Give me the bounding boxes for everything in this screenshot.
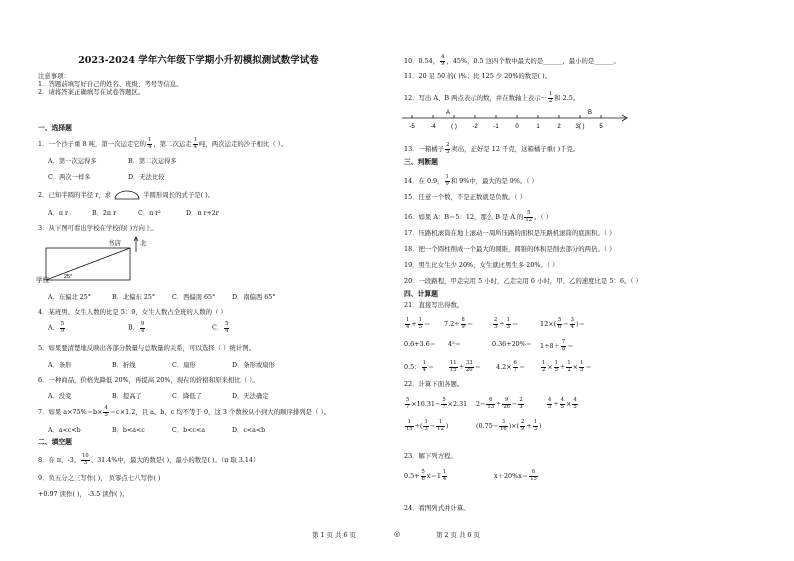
q2-option-c: C．π r²: [138, 210, 161, 217]
q3-option-d: D．南偏西 65°: [232, 294, 276, 301]
q4-option-c: C． $\frac{5}{4}$: [212, 321, 229, 334]
footer-page-1: 第 1 页 共 6 页: [312, 531, 356, 539]
q2-option-a: A．π r: [48, 210, 68, 217]
semicircle-icon: [113, 190, 141, 200]
notes-heading: 注意事项：: [38, 72, 70, 80]
q7-option-b: B．b<a<c: [112, 427, 145, 434]
map-angle-label: 25°: [64, 274, 73, 280]
question-4: 4．某班男、女生人数的比是 5：9，女生人数占全班的人数的（ ）: [38, 308, 227, 316]
q2-option-b: B．2π r: [92, 210, 117, 217]
point-a-label: A: [446, 110, 451, 116]
question-5: 5．如果要清楚地反映出各部分数量与总数量的关系，可以选择（ ）统计图。: [38, 344, 255, 352]
page-title: 2023-2024 学年六年级下学期小升初模拟测试数学试卷: [78, 55, 319, 66]
footer-page-2: 第 2 页 共 6 页: [436, 531, 480, 539]
q7-option-a: A．a<c<b: [48, 427, 81, 434]
number-line-ticks: [409, 115, 603, 130]
question-8: 8．在 π、-3、 $\frac{10}{3}$ 、31.4%中，最大的数是( )，最小的数是( )。（π 取 3.14）: [38, 453, 260, 466]
q1-option-c: C．两次一样多: [48, 174, 91, 181]
number-line-label: 1: [536, 124, 540, 130]
equation-2: x＋20%x＝ $\frac{6}{15}$: [494, 469, 537, 482]
q3-option-c: C．西偏南 65°: [172, 294, 216, 301]
q7-option-c: C．b<c<a: [172, 427, 205, 434]
question-18: 18．把一个圆柱削成一个最大的圆锥，圆锥的体积是削去部分的两倍。（ ）: [404, 245, 616, 253]
question-17: 17．压路机滚筒在地上滚动一周所压路的面积是压路机滚筒的底面积。（ ）: [404, 229, 616, 237]
calc-item-12: $\frac{1}{2}$ × $\frac{1}{5}$ ÷ $\frac{1}{2}$ × $\frac{1}{5}$ ＝: [542, 360, 592, 373]
q1-option-b: B．第二次运得多: [128, 158, 177, 165]
number-line-label: 3( ): [575, 124, 585, 130]
calc-item-4: 12×( $\frac{5}{6}$ − $\frac{3}{4}$ )＝: [540, 317, 585, 330]
page-separator-icon: ◎: [394, 530, 401, 538]
q5-option-b: B．折线: [112, 362, 136, 369]
q1-option-a: A．第一次运得多: [48, 158, 97, 165]
q7-option-d: D．c<a<b: [232, 427, 266, 434]
calc-expr-4: $\frac{1}{15}$ ÷( $\frac{1}{3}$ − $\frac{1}{12}$ ): [406, 419, 449, 432]
question-24: 24．看图列式并计算。: [404, 504, 470, 512]
question-9-line-2: +0.97 读作( )， -3.5 读作( )。: [38, 490, 129, 498]
q1-option-d: D．无法比较: [128, 174, 165, 181]
map-school-label: 学校: [36, 277, 49, 284]
point-b-label: B: [588, 110, 593, 116]
number-line-label: -2: [472, 124, 478, 130]
calc-item-10: $\frac{11}{15}$ ÷ $\frac{33}{20}$ ＝: [450, 360, 481, 373]
calc-item-2: 7.2÷ $\frac{8}{9}$ ＝: [444, 317, 474, 330]
calc-item-6: 4²＝: [448, 340, 462, 348]
question-21: 21．直接写出得数。: [404, 301, 464, 309]
calc-item-3: $\frac{2}{3}$ ÷ $\frac{1}{3}$ ＝: [494, 317, 519, 330]
question-3: 3．从下图可看出学校在学校的( )方向上。: [38, 224, 158, 232]
q6-option-d: D．无法确定: [232, 393, 269, 400]
section-fill: 二、填空题: [38, 438, 72, 446]
number-line-label: 5: [599, 124, 603, 130]
calc-expr-3: $\frac{4}{5}$ ÷ $\frac{4}{5}$ × $\frac{4}{5}$: [548, 397, 577, 410]
map-north-label: 北: [140, 240, 147, 247]
question-11: 11．20 足 50 的( )%；比 125 少 20%的数是( )。: [404, 72, 551, 80]
question-12: 12．写出 A、B 两点表示的数，并在数轴上表示－ $\frac{1}{2}$ 和 2.5。: [404, 91, 580, 104]
calc-item-5: 0.6+3.6＝: [404, 340, 437, 348]
section-choice: 一、选择题: [38, 124, 72, 132]
question-22: 22．计算下面各题。: [404, 380, 464, 388]
question-19: 19．男生比女生少 20%，女生就比男生多 20%。（ ）: [404, 261, 559, 269]
question-16: 16．如果 A：B＝5：12，那么 B 是 A 的 $\frac{5}{12}$ 。（ ）: [404, 210, 553, 223]
section-calc: 四、计算题: [404, 290, 438, 298]
q5-option-d: D．条形或扇形: [232, 362, 275, 369]
question-6: 6．一种商品，价格先降低 20%，再提高 20%，现在的价格和原来相比（ ）。: [38, 376, 259, 384]
question-15: 15．任意一个数，不是正数就是负数。（ ）: [404, 193, 526, 201]
calc-expr-1: $\frac{5}{7}$ ×16.31− $\frac{5}{7}$ ×2.31: [406, 397, 468, 410]
calc-expr-5: (0.75− $\frac{3}{16}$ )×( $\frac{2}{9}$ + $\frac{1}{3}$ ): [476, 419, 542, 432]
calc-item-7: 0.36+20%＝: [492, 340, 533, 348]
question-7: 7．如果 a×75%＝b× $\frac{4}{5}$ ＝c×1.2，且 a、b、c 均不等于 0，这 3 个数按从小到大的顺序排列是（ ）。: [38, 405, 331, 418]
q6-option-c: C．降低了: [172, 393, 203, 400]
question-23: 23．解下列方程。: [404, 452, 457, 460]
question-9: 9．负五分之三写作( )， 负零点七八写作( ): [38, 474, 161, 482]
section-judge: 三、判断题: [404, 158, 438, 166]
question-13: 13．一箱橘子 $\frac{2}{5}$ 卖出，正好是 12 千克，这箱橘子重( )千克。: [404, 142, 580, 155]
map-shop-label: 书店: [108, 240, 121, 247]
number-line-label: -1: [493, 124, 499, 130]
number-line-label: -4: [430, 124, 436, 130]
question-10: 10．0.54， $\frac{4}{9}$ ，45%，0.5 这四个数中最大的是______，最小的是______。: [404, 54, 620, 67]
q5-option-a: A．条形: [48, 362, 72, 369]
question-20: 20．一段路程，甲走完用 5 小时，乙走完用 6 小时，甲、乙的速度比是 5：6。（ ）: [404, 277, 642, 285]
q4-option-b: B． $\frac{9}{4}$: [128, 321, 145, 334]
number-line: [400, 108, 630, 134]
q4-option-a: A． $\frac{5}{9}$: [48, 321, 65, 334]
q5-option-c: C．扇形: [172, 362, 196, 369]
question-2: 2．已知半圆的半径 r，求 半圆形周长的式子是( )。: [38, 191, 215, 199]
calc-item-11: 4.2× $\frac{6}{7}$ ＝: [496, 360, 526, 373]
question-1: 1．一个沙子重 8 吨，第一次运走它的 $\frac{1}{4}$ ，第二次运走 $\frac{1}{4}$ 吨，两次运走的沙子相比（ ）。: [38, 137, 288, 150]
note-1: 1．答题前填写好自己的姓名、班级、考号等信息。: [38, 80, 183, 88]
calc-item-9: 0.5： $\frac{1}{4}$ ＝: [404, 360, 435, 373]
calc-item-8: 1÷8＋ $\frac{7}{8}$ ＝: [540, 339, 574, 352]
note-2: 2．请将答案正确填写在试卷答题区。: [38, 88, 145, 96]
equation-1: 0.5+ $\frac{5}{6}$ x＝1 $\frac{1}{4}$: [404, 469, 447, 482]
q3-option-a: A．东偏北 25°: [48, 294, 91, 301]
q6-option-b: B．提高了: [112, 393, 142, 400]
q3-option-b: B．北偏东 25°: [112, 294, 155, 301]
number-line-label: ( ): [451, 124, 457, 130]
calc-expr-2: 2− $\frac{6}{13}$ ÷ $\frac{9}{26}$ − $\frac{2}{3}$: [476, 397, 523, 410]
q2-option-d: D．π r+2r: [186, 210, 219, 217]
question-14: 14．在 0.9， $\frac{1}{9}$ 和 9%中，最大的是 9%。（ ）: [404, 174, 538, 187]
calc-item-1: $\frac{1}{4}$ + $\frac{1}{5}$ ＝: [406, 317, 431, 330]
number-line-label: -5: [409, 124, 415, 130]
direction-map: [36, 234, 156, 288]
q6-option-a: A．没变: [48, 393, 72, 400]
number-line-label: 2: [557, 124, 561, 130]
number-line-label: 0: [515, 124, 519, 130]
